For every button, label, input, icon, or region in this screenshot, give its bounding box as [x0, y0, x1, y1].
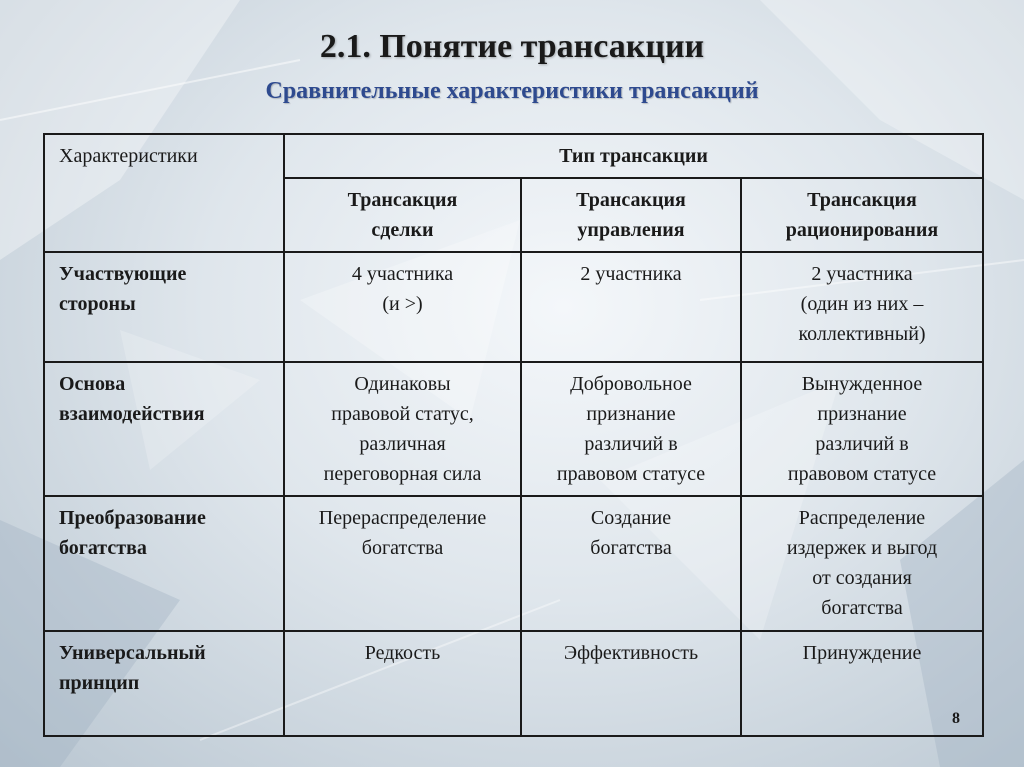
table-cell: Эффективность — [521, 631, 741, 736]
row-header: Основа взаимодействия — [44, 362, 284, 496]
table-row — [44, 362, 983, 496]
table-cell: Принуждение — [741, 631, 983, 736]
table-row — [44, 631, 983, 736]
table-row — [44, 252, 983, 362]
table-cell: Вынужденное признание различий в правовом статусе — [741, 362, 983, 496]
page-number: 8 — [952, 710, 960, 727]
table-cell: Создание богатства — [521, 496, 741, 631]
row-header: Участвующие стороны — [44, 252, 284, 362]
row-header: Преобразование богатства — [44, 496, 284, 631]
table-cell: 2 участника — [521, 252, 741, 362]
table-row — [44, 496, 983, 631]
group-header: Тип трансакции — [284, 134, 983, 178]
row-header: Универсальный принцип — [44, 631, 284, 736]
table-cell: Редкость — [284, 631, 521, 736]
slide-subtitle: Сравнительные характеристики трансакций — [265, 78, 759, 104]
column-header-upravleniya: Трансакция управления — [521, 178, 741, 252]
table-cell: Распределение издержек и выгод от создания богатства — [741, 496, 983, 631]
column-header-sdelki: Трансакция сделки — [284, 178, 521, 252]
table-cell: 2 участника (один из них – коллективный) — [741, 252, 983, 362]
table-cell: Перераспределение богатства — [284, 496, 521, 631]
slide-title: 2.1. Понятие трансакции — [319, 28, 705, 65]
comparison-table — [43, 133, 984, 737]
corner-header: Характеристики — [44, 134, 284, 252]
table-cell: Одинаковы правовой статус, различная переговорная сила — [284, 362, 521, 496]
table-cell: 4 участника (и >) — [284, 252, 521, 362]
column-header-racionirovaniya: Трансакция рационирования — [741, 178, 983, 252]
table-cell: Добровольное признание различий в правовом статусе — [521, 362, 741, 496]
